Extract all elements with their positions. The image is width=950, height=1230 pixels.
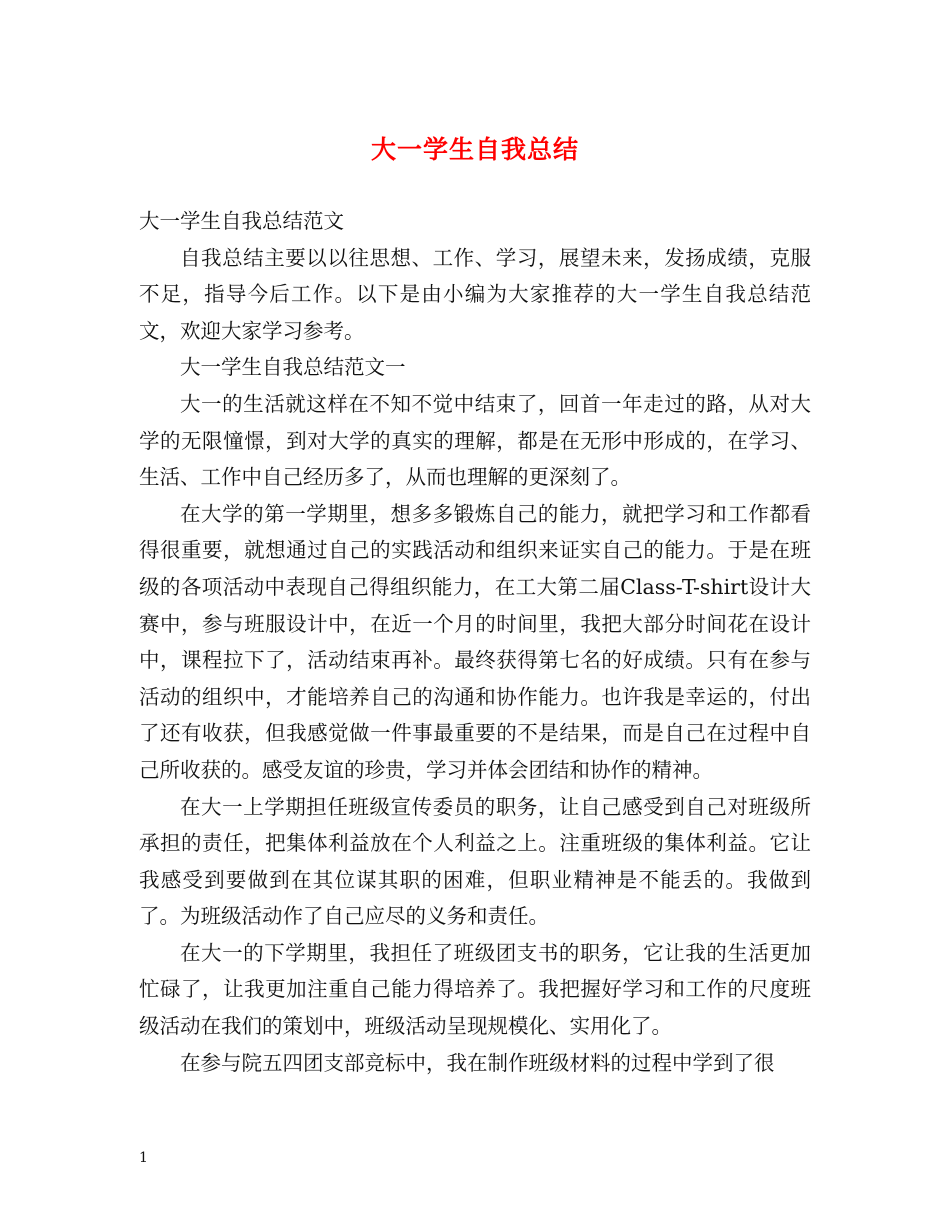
paragraph-5: 在参与院五四团支部竞标中，我在制作班级材料的过程中学到了很 bbox=[180, 1050, 775, 1075]
page-number: 1 bbox=[139, 1150, 148, 1166]
paragraph-intro: 自我总结主要以以往思想、工作、学习，展望未来，发扬成绩，克服不足，指导今后工作。以下是由小编为大家推荐的大一学生自我总结范文，欢迎大家学习参考。 bbox=[139, 245, 811, 343]
document-title: 大一学生自我总结 bbox=[370, 135, 579, 164]
document-body bbox=[139, 203, 811, 1081]
paragraph-subheading: 大一学生自我总结范文一 bbox=[180, 355, 406, 380]
paragraph-3: 在大一上学期担任班级宣传委员的职务，让自己感受到自己对班级所承担的责任，把集体利益放在个人利益之上。注重班级的集体利益。它让我感受到要做到在其位谋其职的困难，但职业精神是不能丢的。我做到了。为班级活动作了自己应尽的义务和责任。 bbox=[139, 794, 811, 929]
section-heading: 大一学生自我总结范文 bbox=[139, 209, 344, 233]
paragraph-2: 在大学的第一学期里，想多多锻炼自己的能力，就把学习和工作都看得很重要，就想通过自己的实践活动和组织来证实自己的能力。于是在班级的各项活动中表现自己得组织能力，在工大第二届Class-T-shirt设计大赛中，参与班服设计中，在近一个月的时间里，我把大部分时间花在设计中，课程拉下了，活动结束再补。最终获得第七名的好成绩。只有在参与活动的组织中，才能培养自己的沟通和协作能力。也许我是幸运的，付出了还有收获，但我感觉做一件事最重要的不是结果，而是自己在过程中自己所收获的。感受友谊的珍贵，学习并体会团结和协作的精神。 bbox=[139, 501, 811, 782]
paragraph-1: 大一的生活就这样在不知不觉中结束了，回首一年走过的路，从对大学的无限憧憬，到对大学的真实的理解，都是在无形中形成的，在学习、生活、工作中自己经历多了，从而也理解的更深刻了。 bbox=[139, 391, 811, 490]
paragraph-4: 在大一的下学期里，我担任了班级团支书的职务，它让我的生活更加忙碌了，让我更加注重自己能力得培养了。我把握好学习和工作的尺度班级活动在我们的策划中，班级活动呈现规模化、实用化了。 bbox=[139, 940, 811, 1039]
